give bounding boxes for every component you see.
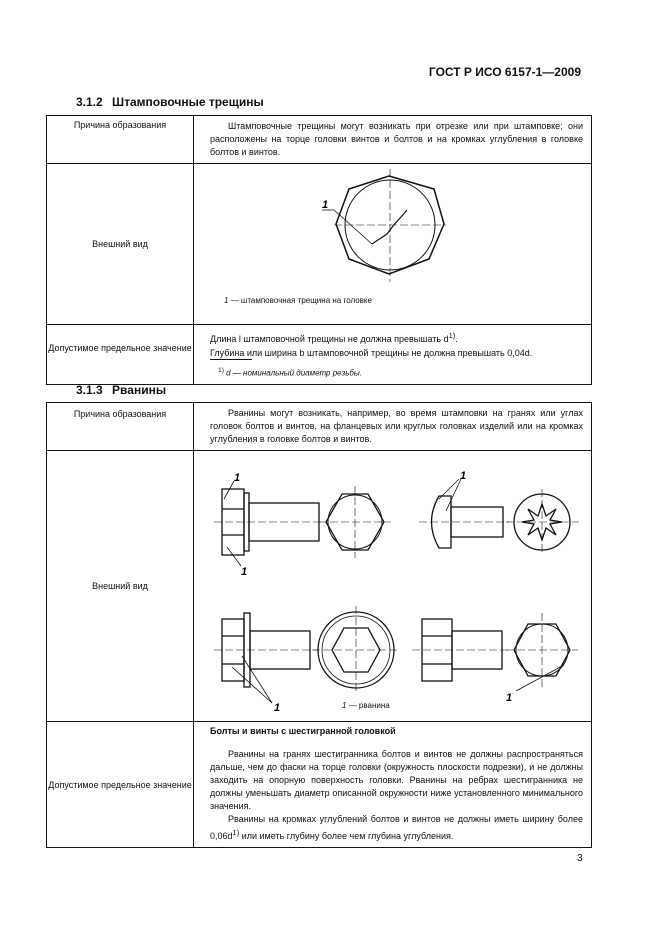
- recess-head-top-view: [506, 489, 579, 555]
- section-313-title: Рванины: [112, 383, 167, 397]
- limit-paragraph-2: Рванины на кромках углублений болтов и винтов не должны иметь ширину более $0,06d^{1)}$ или иметь глубину более чем глубина углубления.: [210, 814, 583, 841]
- round-head-screw-side-view: [419, 479, 509, 548]
- crack-figure-cell: [194, 164, 592, 325]
- appearance-label-cell: Внешний вид: [47, 164, 194, 325]
- limit-label-cell: Допустимое предельное значение: [47, 325, 194, 385]
- limit-text-cell: Длина l штамповочной трещины не должна превышать $d^{1)}$. Глубина или ширина b штамповочной трещины не должна превышать 0,04d. $^{1)}$ d — номинальный диаметр резьбы.: [194, 325, 592, 385]
- crack-callout-1: 1: [322, 199, 329, 211]
- cause-label-cell: Причина образования: [47, 116, 194, 164]
- burst-drawings: [194, 451, 594, 721]
- hex-head-top-view-2: [506, 613, 578, 691]
- hex-head-top-view: [319, 486, 391, 558]
- section-313-heading: [76, 383, 166, 397]
- callout-1e: 1: [506, 692, 513, 704]
- burst-figure-caption: 1 — рванина: [342, 701, 390, 710]
- cause-text-cell: Штамповочные трещины могут возникать при отрезке или при штамповке; они расположены на торце головки винтов и болтов и на кромках углубления в головке болтов и винтов.: [194, 116, 592, 164]
- flanged-hex-bolt-side-view: [214, 481, 324, 566]
- standard-header: ГОСТ Р ИСО 6157-1—2009: [428, 65, 581, 79]
- section-312-title: Штамповочные трещины: [112, 95, 264, 109]
- cause-label-cell-313: Причина образования: [47, 403, 194, 451]
- limit-paragraph-1: Рванины на гранях шестигранника болтов и винтов не должны распространяться дальше, чем до фаски на торце головки (окружность плоскости подрезки), и не должны заходить на опорную поверхность головки. Рванины на ребрах шестигранника не должны уменьшать диаметр описанной окружности ниже установленного минимального значения.: [210, 749, 583, 811]
- callout-1a: 1: [234, 472, 241, 484]
- section-312-heading: [76, 95, 264, 109]
- limit-label-cell-313: Допустимое предельное значение: [47, 722, 194, 848]
- crack-figure-caption: 1 — штамповочная трещина на головке: [224, 296, 372, 305]
- limit-text-cell-313: [194, 722, 592, 848]
- callout-1d: 1: [274, 702, 281, 714]
- footnote: $^{1)}$ d — номинальный диаметр резьбы.: [218, 367, 363, 378]
- appearance-label-cell-313: Внешний вид: [47, 451, 194, 722]
- page-number: 3: [577, 853, 583, 864]
- callout-1c: 1: [460, 470, 467, 482]
- table-stamping-cracks: [46, 115, 592, 385]
- cause-text-cell-313: Рванины могут возникать, например, во время штамповки на гранях или углах головок болтов и винтов, на фланцевых или круглых головках изделий или на кромках углубления в головке болтов и винтов.: [194, 403, 592, 451]
- table-bursts: [46, 402, 592, 848]
- limit-heading: Болты и винты с шестигранной головкой: [210, 726, 396, 736]
- section-312-number: 3.1.2: [76, 95, 103, 109]
- callout-1b: 1: [241, 566, 248, 578]
- footnote-rule: [210, 359, 252, 360]
- flanged-hex-top-view: [312, 606, 400, 694]
- burst-figure-cell: [194, 451, 592, 722]
- flanged-bolt-side-view-2: [214, 613, 318, 703]
- hex-bolt-side-view: [412, 619, 510, 681]
- section-313-number: 3.1.3: [76, 383, 103, 397]
